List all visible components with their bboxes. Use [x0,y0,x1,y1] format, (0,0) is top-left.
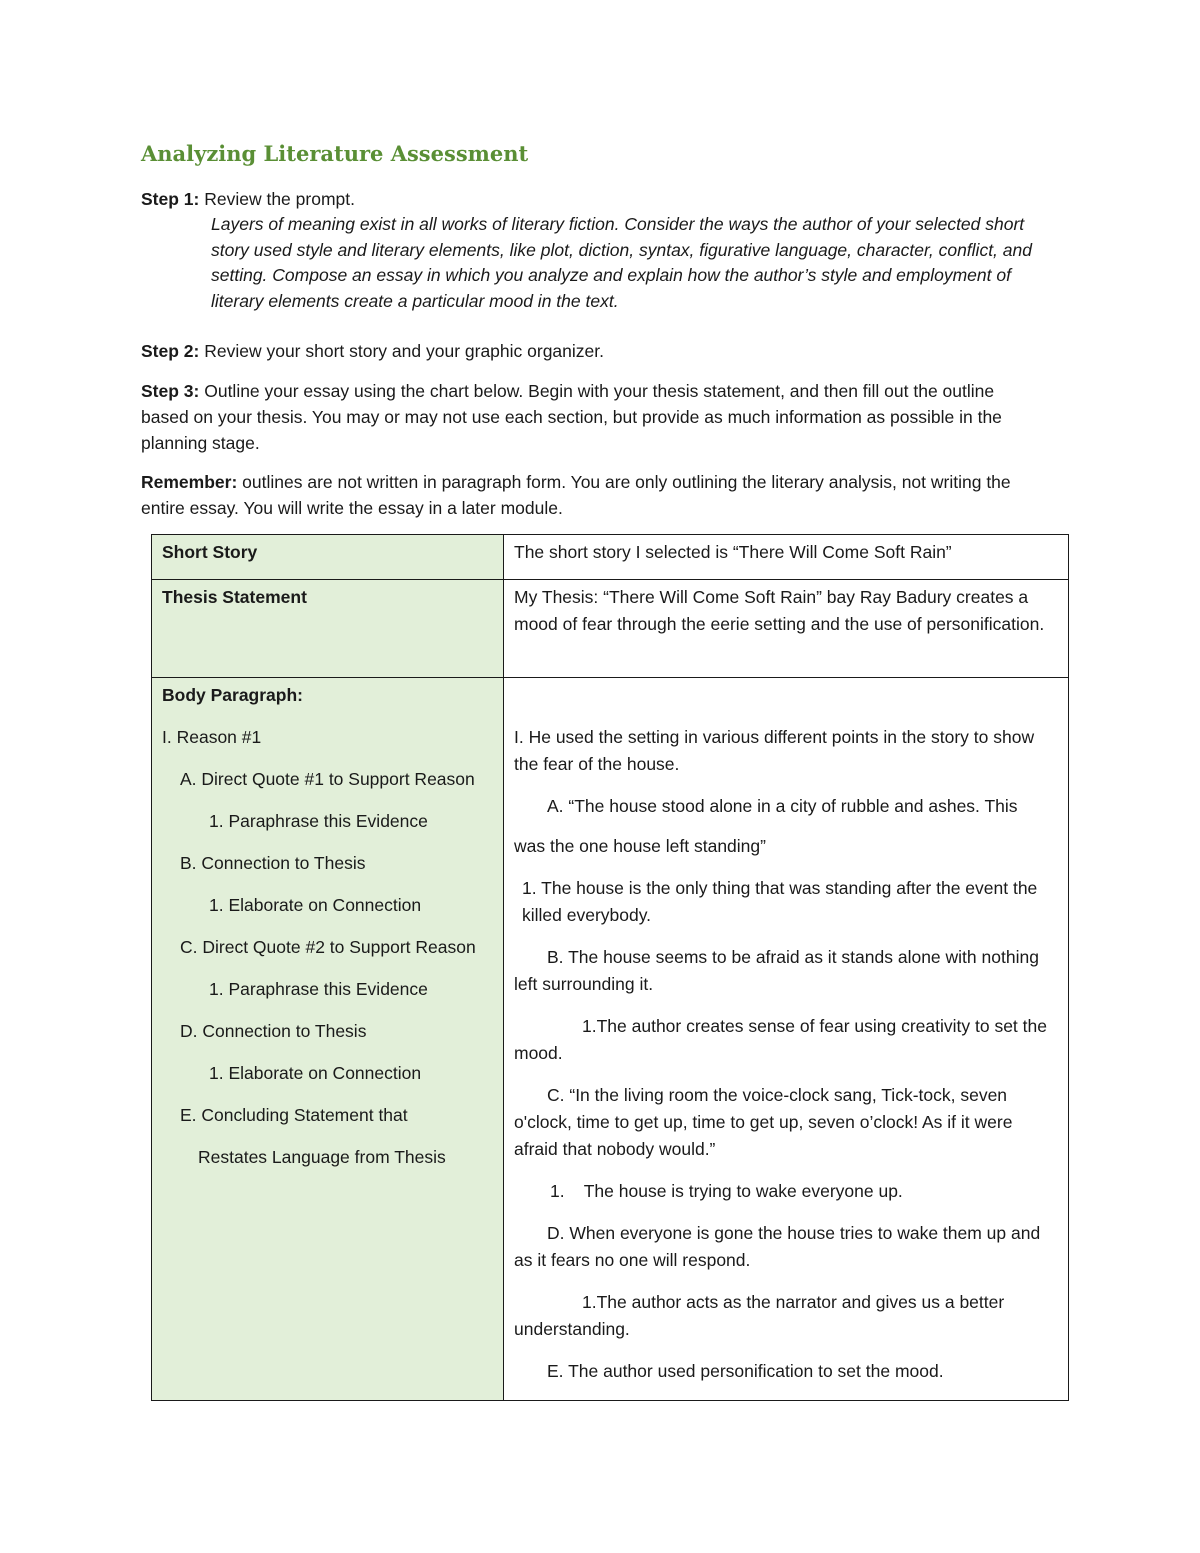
response-item: 1. The house is trying to wake everyone up. [550,1181,903,1201]
response-item-text: D. When everyone is gone the house tries to wake them up and as it fears no one will respond. [514,1223,1041,1270]
body-paragraph-response-cell [504,678,1069,1401]
step-1-label: Step 1: [141,189,200,209]
body-paragraph-row [152,678,1069,1401]
thesis-label-cell [152,580,504,678]
thesis-value: My Thesis: “There Will Come Soft Rain” bay Ray Badury creates a mood of fear through the eerie setting and the use of personification. [514,587,1045,634]
body-paragraph-outline-cell [152,678,504,1401]
outline-item: D. Connection to Thesis [180,1021,367,1041]
short-story-label: Short Story [162,542,258,562]
thesis-row [152,580,1069,678]
response-item-text: B. The house seems to be afraid as it stands alone with nothing left surrounding it. [514,947,1039,994]
response-item: A. “The house stood alone in a city of rubble and ashes. This [547,796,1018,816]
response-item [514,1220,1058,1274]
response-item-text: C. “In the living room the voice-clock sang, Tick-tock, seven o'clock, time to get up, time to get up, seven o’clock! As if it were afraid that nobody would.” [514,1085,1013,1159]
outline-item: Restates Language from Thesis [198,1147,446,1167]
outline-item: E. Concluding Statement that [180,1105,408,1125]
short-story-label-cell [152,535,504,580]
outline-item: 1. Paraphrase this Evidence [209,811,428,831]
step-2-label: Step 2: [141,341,200,361]
outline-item: 1. Elaborate on Connection [209,895,422,915]
body-paragraph-label: Body Paragraph: [162,685,303,705]
response-item [514,1013,1058,1067]
outline-item: I. Reason #1 [162,727,262,747]
response-item-text: 1.The author creates sense of fear using creativity to set the mood. [514,1016,1047,1063]
response-item-text: 1.The author acts as the narrator and gives us a better understanding. [514,1292,1005,1339]
remember-text: outlines are not written in paragraph form. You are only outlining the literary analysis, not writing the entire essay. You will write the essay in a later module. [141,472,1011,518]
thesis-label: Thesis Statement [162,587,307,607]
outline-item: A. Direct Quote #1 to Support Reason [180,769,475,789]
step-1-text: Review the prompt. [199,189,355,209]
outline-item: C. Direct Quote #2 to Support Reason [180,937,476,957]
response-item: E. The author used personification to set the mood. [547,1361,944,1381]
outline-item: 1. Elaborate on Connection [209,1063,422,1083]
outline-item: B. Connection to Thesis [180,853,366,873]
thesis-value-cell [504,580,1069,678]
response-item: 1. The house is the only thing that was standing after the event the killed everybody. [522,878,1038,925]
response-item: was the one house left standing” [514,836,766,856]
step-1-instruction [141,186,1041,212]
step-3-label: Step 3: [141,381,200,401]
response-item [514,1082,1058,1163]
step-3-text: Outline your essay using the chart below. Begin with your thesis statement, and then fill out the outline based on your thesis. You may or may not use each section, but provide as much information as possible in the planning stage. [141,381,1002,453]
step-2-instruction [141,338,1041,364]
essay-prompt: Layers of meaning exist in all works of literary fiction. Consider the ways the author of your selected short story used style and literary elements, like plot, diction, syntax, figurative language, character, conflict, and setting. Compose an essay in which you analyze and explain how the author’s style and employment of literary elements create a particular mood in the text. [211,214,1032,311]
short-story-row [152,535,1069,580]
outline-item: 1. Paraphrase this Evidence [209,979,428,999]
page-title: Analyzing Literature Assessment [141,141,529,166]
remember-note [141,469,1041,521]
step-3-instruction [141,378,1041,456]
short-story-value-cell [504,535,1069,580]
outline-table [151,534,1069,1401]
response-item: I. He used the setting in various different points in the story to show the fear of the house. [514,727,1035,774]
response-item [514,944,1058,998]
remember-label: Remember: [141,472,238,492]
short-story-value: The short story I selected is “There Will Come Soft Rain” [514,542,952,562]
step-2-text: Review your short story and your graphic organizer. [199,341,604,361]
response-item [514,1289,1058,1343]
